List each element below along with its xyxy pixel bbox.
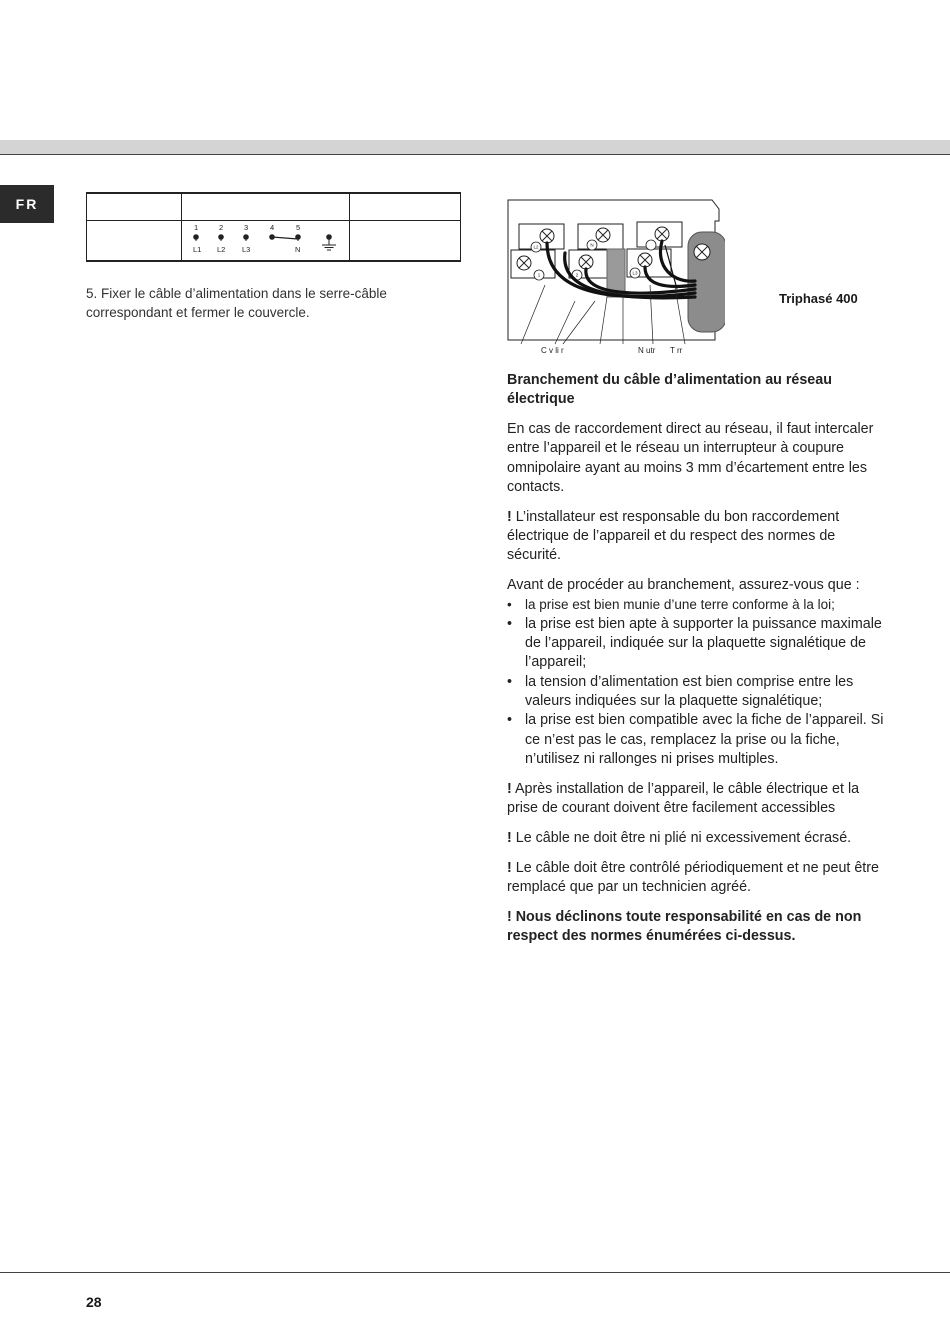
warning-text: Le câble doit être contrôlé périodiquement et ne peut être remplacé que par un technicien agréé. xyxy=(507,859,879,895)
terminal-mark: L2 xyxy=(533,244,539,250)
right-column xyxy=(507,371,885,957)
warning-mark: ! xyxy=(507,508,512,525)
list-item: • la prise est bien munie d’une terre conforme à la loi; xyxy=(507,595,885,614)
neutral-label: N utr xyxy=(638,346,656,355)
warning-note xyxy=(507,780,885,819)
list-item: • la prise est bien compatible avec la fiche de l’appareil. Si ce n’est pas le cas, remplacez la prise ou la fiche, n’utilisez ni rallonges ni prises multiples. xyxy=(507,711,885,769)
cable-label: C v li r xyxy=(541,346,564,355)
warning-text: Après installation de l’appareil, le câble électrique et la prise de courant doivent être facilement accessibles xyxy=(507,780,860,816)
checklist-intro: Avant de procéder au branchement, assurez-vous que : xyxy=(507,577,860,594)
warning-note xyxy=(507,508,885,566)
phase-label: L1 xyxy=(193,245,202,254)
section-heading: Branchement du câble d’alimentation au réseau électrique xyxy=(507,372,832,408)
table-cell xyxy=(87,221,182,262)
warning-note xyxy=(507,859,885,898)
terminal-number: 2 xyxy=(219,223,224,232)
page-number: 28 xyxy=(86,1294,102,1310)
warning-mark: ! xyxy=(507,829,512,846)
phase-label: L2 xyxy=(217,245,226,254)
terminal-mark: N xyxy=(590,242,594,248)
diagram-caption: Triphasé 400 xyxy=(779,291,858,306)
paragraph: En cas de raccordement direct au réseau, il faut intercaler entre l’appareil et le réseau un interrupteur à coupure omnipolaire ayant au moins 3 mm d’écartement entre les contacts. xyxy=(507,421,874,495)
table-cell xyxy=(87,193,182,221)
terminal-number: 4 xyxy=(270,223,275,232)
list-item: • la prise est bien apte à supporter la puissance maximale de l’appareil, indiquée sur la plaquette signalétique de l’appareil; xyxy=(507,615,885,673)
terminal-number: 1 xyxy=(194,223,199,232)
warning-note xyxy=(507,829,885,848)
footer-rule xyxy=(0,1272,950,1273)
header-band xyxy=(0,140,950,154)
header-rule xyxy=(0,154,950,155)
warning-text: Le câble ne doit être ni plié ni excessivement écrasé. xyxy=(515,829,852,846)
warning-mark: ! xyxy=(507,859,512,876)
earth-label: T rr xyxy=(670,346,683,355)
table-cell xyxy=(182,193,350,221)
terminal-mark: 2 xyxy=(575,272,579,278)
neutral-label: N xyxy=(295,245,301,254)
terminal-mark: 1 xyxy=(537,272,541,278)
step-5-instruction: 5. Fixer le câble d’alimentation dans le serre-câble correspondant et fermer le couvercle. xyxy=(86,286,387,320)
terminal-labels xyxy=(181,219,348,258)
warning-text: L’installateur est responsable du bon raccordement électrique de l’appareil et du respect des normes de sécurité. xyxy=(507,508,840,564)
language-tab: FR xyxy=(0,185,54,223)
terminal-number: 5 xyxy=(296,223,301,232)
table-cell xyxy=(350,193,461,221)
terminal-mark: L3 xyxy=(632,270,638,276)
list-item: • la tension d’alimentation est bien comprise entre les valeurs indiquées sur la plaquette signalétique; xyxy=(507,673,885,712)
terminal-number: 3 xyxy=(244,223,249,232)
warning-mark: ! xyxy=(507,780,512,797)
disclaimer: ! Nous déclinons toute responsabilité en cas de non respect des normes énumérées ci-dessus. xyxy=(507,908,862,944)
terminal-block-diagram xyxy=(505,197,725,359)
phase-label: L3 xyxy=(242,245,251,254)
checklist xyxy=(507,595,885,769)
table-header-row xyxy=(87,193,461,221)
table-cell xyxy=(350,221,461,262)
